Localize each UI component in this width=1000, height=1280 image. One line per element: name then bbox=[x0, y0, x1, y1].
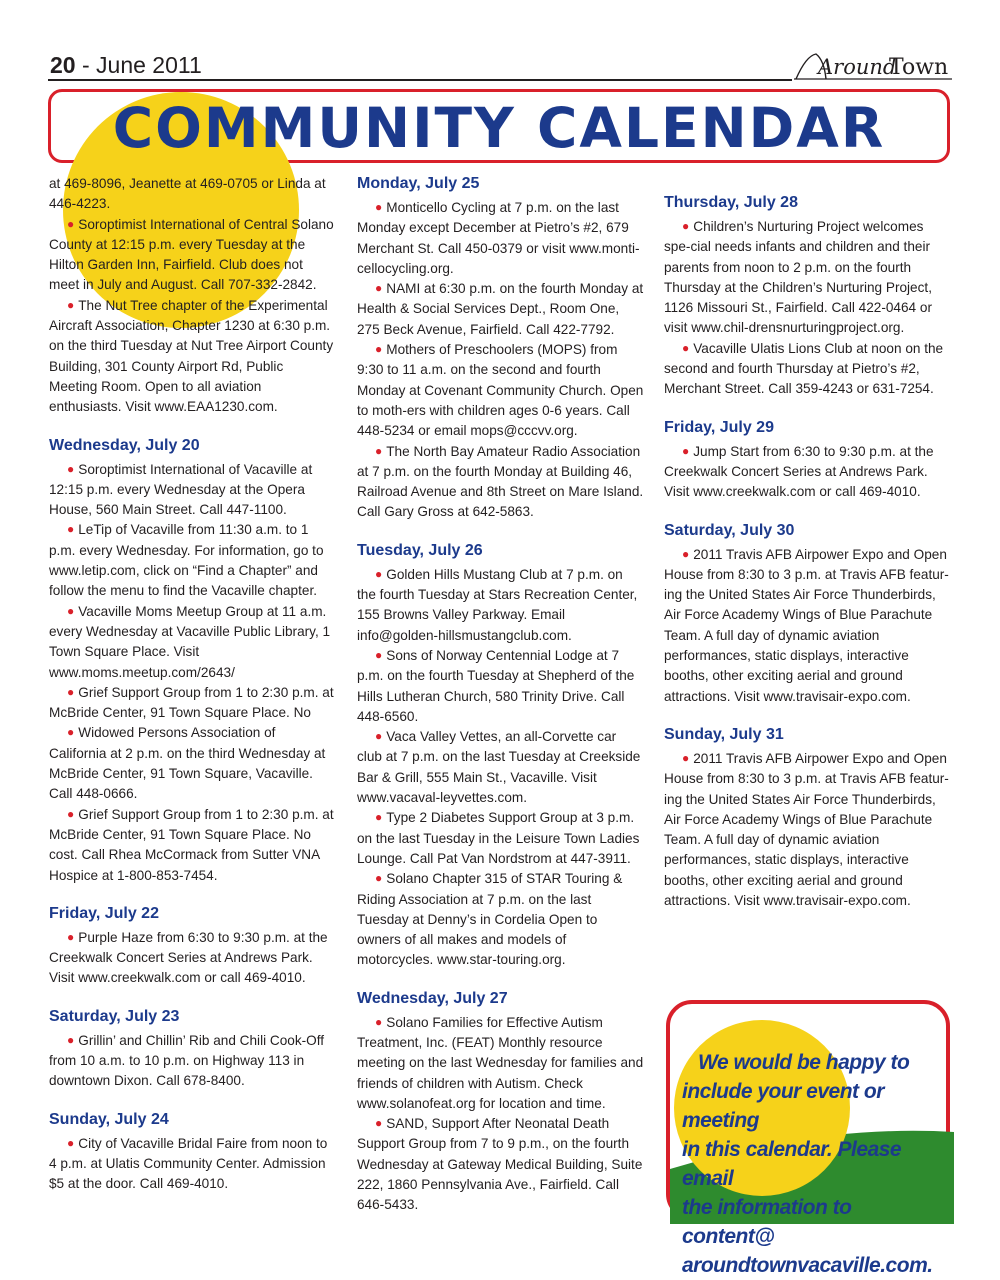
list-item: ● SAND, Support After Neonatal Death Support Group from 7 to 9 p.m., on the fourth Wednesday at Gateway Medical Building, Suite 222, 1860 Pennsylvania Ave., Fairfield. Call 646-5433. bbox=[357, 1116, 643, 1213]
continued-text: at 469-8096, Jeanette at 469-0705 or Linda at 446-4223. bbox=[49, 176, 326, 212]
list-item: ● Solano Families for Effective Autism Treatment, Inc. (FEAT) Monthly resource meeting on the last Wednesday for families and friends of children with Autism. Check www.solanofeat.org for location and time. bbox=[357, 1014, 644, 1111]
list-item: ● The North Bay Amateur Radio Association at 7 p.m. on the fourth Monday at Building 46, Railroad Avenue and 8th Street on Mare Island. Call Gary Gross at 642-5863. bbox=[357, 443, 644, 520]
column-2 bbox=[357, 174, 644, 1216]
date-heading: Saturday, July 30 bbox=[664, 521, 795, 539]
section-banner bbox=[48, 89, 950, 163]
column-3 bbox=[664, 193, 952, 911]
date-heading: Friday, July 29 bbox=[664, 418, 774, 436]
date-heading: Friday, July 22 bbox=[49, 904, 159, 922]
svg-text:Town: Town bbox=[889, 55, 949, 80]
list-item: ● Grief Support Group from 1 to 2:30 p.m. at McBride Center, 91 Town Square Place. No cost. Call Rhea McCormack from Sutter VNA Hospice at 1-800-853-7454. bbox=[49, 806, 334, 883]
list-item: ● Vacaville Ulatis Lions Club at noon on the second and fourth Thursday at Pietro’s #2, Merchant Street. Call 359-4243 or 631-7254. bbox=[664, 340, 944, 397]
list-item: ● Children’s Nurturing Project welcomes spe-cial needs infants and children and their parents from noon to 2 p.m. on the fourth Thursday at the Children’s Nurturing Project, 1126 Missouri St., Fairfield. Call 422-0464 or visit www.chil-drensnurturingproject.org. bbox=[664, 219, 932, 336]
list-item: ● The Nut Tree chapter of the Experimental Aircraft Association, Chapter 1230 at 6:30 p.m. on the third Tuesday at Nut Tree Airport County Building, 301 County Airport Rd, Public Meeting Room. Open to all aviation enthusiasts. Visit www.EAA1230.com. bbox=[49, 297, 334, 415]
submission-note-box bbox=[666, 1000, 950, 1277]
svg-text:Around: Around bbox=[818, 55, 897, 79]
list-item: ● 2011 Travis AFB Airpower Expo and Open House from 8:30 to 3 p.m. at Travis AFB featur-ing the United States Air Force Thunderbirds, Air Force Academy Wings of Blue Parachute Team. A full day of dynamic aviation performances, static displays, interactive booths, other exciting aerial and ground attractions. Visit www.travisair-expo.com. bbox=[664, 750, 949, 909]
date-heading: Thursday, July 28 bbox=[664, 194, 798, 211]
column-1 bbox=[49, 174, 335, 1194]
issue-date: - June 2011 bbox=[75, 52, 202, 78]
page-header bbox=[48, 50, 952, 84]
list-item: ● 2011 Travis AFB Airpower Expo and Open House from 8:30 to 3 p.m. at Travis AFB featur-ing the United States Air Force Thunderbirds, Air Force Academy Wings of Blue Parachute Team. A full day of dynamic aviation performances, static displays, interactive booths, other exciting aerial and ground attractions. Visit www.travisair-expo.com. bbox=[664, 546, 949, 704]
list-item: ● City of Vacaville Bridal Faire from noon to 4 p.m. at Ulatis Community Center. Admission $5 at the door. Call 469-4010. bbox=[49, 1135, 328, 1192]
list-item: ● Solano Chapter 315 of STAR Touring & Riding Association at 7 p.m. on the last Tuesday at Denny’s in Cordelia Open to owners of all makes and models of motorcycles. www.star-touring.org. bbox=[357, 871, 623, 968]
note-line: the information to content@ bbox=[682, 1196, 852, 1248]
list-item: ● Widowed Persons Association of California at 2 p.m. on the third Wednesday at McBride Center, 91 Town Square, Vacaville. Call 448-0666. bbox=[49, 725, 326, 802]
date-heading: Wednesday, July 27 bbox=[357, 989, 508, 1007]
banner-title: COMMUNITY CALENDAR bbox=[112, 96, 886, 160]
note-line: in this calendar. Please email bbox=[682, 1138, 902, 1190]
list-item: ● Soroptimist International of Vacaville at 12:15 p.m. every Wednesday at the Opera House, 560 Main Street. Call 447-1100. bbox=[49, 461, 313, 518]
list-item: ● Vaca Valley Vettes, an all-Corvette car club at 7 p.m. on the last Tuesday at Creekside Bar & Grill, 555 Main St., Vacaville. Visit www.vacaval-leyvettes.com. bbox=[357, 729, 641, 806]
date-heading: Sunday, July 31 bbox=[664, 725, 784, 743]
list-item: ● NAMI at 6:30 p.m. on the fourth Monday at Health & Social Services Dept., Room One, 275 Beck Avenue, Fairfield. Call 422-7792. bbox=[357, 281, 644, 337]
page-folio bbox=[50, 52, 202, 79]
list-item: ● Sons of Norway Centennial Lodge at 7 p.m. on the fourth Tuesday at Shepherd of the Hills Lutheran Church, 580 Trinity Drive. Call 448-6560. bbox=[357, 647, 635, 724]
note-line: We would be happy to bbox=[682, 1051, 910, 1074]
list-item: ● Purple Haze from 6:30 to 9:30 p.m. at the Creekwalk Concert Series at Andrews Park. Visit www.creekwalk.com or call 469-4010. bbox=[49, 929, 328, 986]
list-item: ● Mothers of Preschoolers (MOPS) from 9:30 to 11 a.m. on the second and fourth Monday at Covenant Community Church. Open to moth-ers with children ages 0-6 years. Call 448-5234 or email mops@cccvv.org. bbox=[357, 342, 644, 439]
date-heading: Wednesday, July 20 bbox=[49, 436, 200, 454]
list-item: ● LeTip of Vacaville from 11:30 a.m. to 1 p.m. every Wednesday. For information, go to www.letip.com, click on “Find a Chapter” and follow the menu to find the Vacaville chapter. bbox=[49, 522, 324, 599]
list-item: ● Soroptimist International of Central Solano County at 12:15 p.m. every Tuesday at the Hilton Garden Inn, Fairfield. Club does not meet in July and August. Call 707-332-2842. bbox=[49, 216, 334, 293]
list-item: ● Grief Support Group from 1 to 2:30 p.m. at McBride Center, 91 Town Square Place. No bbox=[49, 684, 334, 721]
list-item: ● Jump Start from 6:30 to 9:30 p.m. at the Creekwalk Concert Series at Andrews Park. Visit www.creekwalk.com or call 469-4010. bbox=[664, 443, 934, 500]
list-item: ● Monticello Cycling at 7 p.m. on the last Monday except December at Pietro’s #2, 679 Merchant St. Call 450-0379 or visit www.monti-cellocycling.org. bbox=[357, 200, 640, 276]
list-item: ● Golden Hills Mustang Club at 7 p.m. on the fourth Tuesday at Stars Recreation Center, 155 Browns Valley Parkway. Email info@golden-hillsmustangclub.com. bbox=[357, 566, 638, 643]
header-rule bbox=[48, 79, 792, 81]
around-town-logo bbox=[794, 50, 952, 84]
date-heading: Sunday, July 24 bbox=[49, 1110, 169, 1128]
page-number: 20 bbox=[50, 52, 76, 78]
date-heading: Monday, July 25 bbox=[357, 175, 480, 192]
note-text bbox=[682, 1048, 947, 1280]
list-item: ● Vacaville Moms Meetup Group at 11 a.m. every Wednesday at Vacaville Public Library, 1 Town Square Place. Visit www.moms.meetup.com/2643/ bbox=[49, 603, 331, 680]
date-heading: Tuesday, July 26 bbox=[357, 541, 483, 559]
list-item: ● Grillin’ and Chillin’ Rib and Chili Cook-Off from 10 a.m. to 10 p.m. on Highway 113 in downtown Dixon. Call 678-8400. bbox=[49, 1032, 325, 1089]
note-line: include your event or meeting bbox=[682, 1080, 884, 1132]
note-line: aroundtownvacaville.com. bbox=[682, 1254, 933, 1277]
list-item: ● Type 2 Diabetes Support Group at 3 p.m. on the last Tuesday in the Leisure Town Ladies Lounge. Call Pat Van Nordstrom at 447-3911. bbox=[357, 810, 640, 866]
date-heading: Saturday, July 23 bbox=[49, 1007, 180, 1025]
